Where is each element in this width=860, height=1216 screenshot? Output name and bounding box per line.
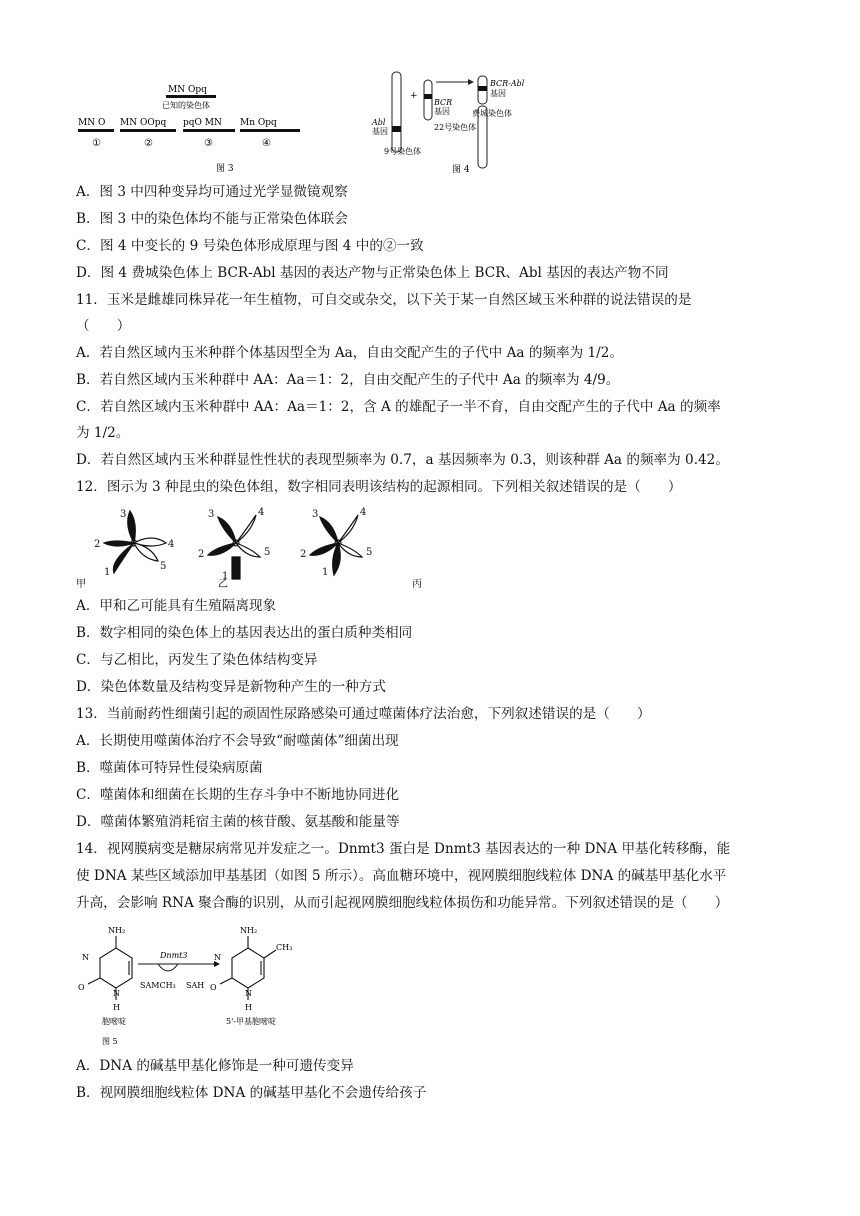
q14-stem-line2: 使 DNA 某些区域添加甲基基团（如图 5 所示）。高血糖环境中，视网膜细胞线粒体 DNA 的碱基甲基化水平 xyxy=(76,868,727,884)
yi-num-4: 4 xyxy=(258,507,265,518)
label-yi: 乙 xyxy=(218,579,228,588)
figure-3 xyxy=(76,70,306,178)
cytosine-name: 胞嘧啶 xyxy=(102,1017,126,1026)
karyotype-jia xyxy=(104,511,166,573)
q12-option-b: B．数字相同的染色体上的基因表达出的蛋白质种类相同 xyxy=(76,625,413,641)
fig3-known-chromosome xyxy=(166,95,216,98)
bcr-abl-label: BCR-Abl xyxy=(490,79,525,88)
n-left-3: N xyxy=(82,953,89,962)
q14-option-a: A．DNA 的碱基甲基化修饰是一种可遗传变异 xyxy=(76,1058,354,1074)
bcr-abl-sub: 基因 xyxy=(490,89,506,98)
q13-option-a: A．长期使用噬菌体治疗不会导致“耐噬菌体”细菌出现 xyxy=(76,733,399,749)
jia-num-4: 4 xyxy=(168,539,175,550)
h-right: H xyxy=(245,1003,252,1012)
q10-option-c: C．图 4 中变长的 9 号染色体形成原理与图 4 中的②一致 xyxy=(76,238,424,254)
karyotype-yi xyxy=(208,515,260,579)
bing-num-3: 3 xyxy=(312,509,319,520)
chr9-label: 9号染色体 xyxy=(384,147,422,156)
q11-option-b: B．若自然区域内玉米种群中 AA：Aa＝1：2，自由交配产生的子代中 Aa 的频率为 4/9。 xyxy=(76,372,620,388)
figure-4 xyxy=(368,68,544,180)
q10-option-d: D．图 4 费城染色体上 BCR-Abl 基因的表达产物与正常染色体上 BCR、Abl 基因的表达产物不同 xyxy=(76,265,669,281)
q11-stem: 11．玉米是雌雄同株异花一年生植物，可自交或杂交，以下关于某一自然区域玉米种群的说法错误的是 xyxy=(76,292,692,308)
fig3-num1: ① xyxy=(92,138,101,149)
chromosome-9 xyxy=(392,72,401,152)
bing-num-2: 2 xyxy=(300,549,307,560)
o-right: O xyxy=(210,983,217,992)
fig3-top-label: MN Opq xyxy=(168,85,207,95)
q13-option-c: C．噬菌体和细菌在长期的生存斗争中不断地协同进化 xyxy=(76,787,400,803)
ch3-right: CH₃ xyxy=(276,943,293,952)
abl-gene-band xyxy=(392,126,401,132)
bcr-label: BCR xyxy=(434,98,453,107)
fig3-seg2: MN OOpq xyxy=(120,118,167,128)
q11-option-c-line2: 为 1/2。 xyxy=(76,425,130,441)
jia-num-2: 2 xyxy=(94,539,101,550)
methylcytosine-name: 5'-甲基胞嘧啶 xyxy=(226,1017,276,1026)
q12-option-c: C．与乙相比，丙发生了染色体结构变异 xyxy=(76,652,318,668)
figure-5 xyxy=(76,920,296,1048)
nh2-right: NH₂ xyxy=(240,926,258,935)
q10-option-b: B．图 3 中的染色体均不能与正常染色体联会 xyxy=(76,211,348,227)
fig3-num3: ③ xyxy=(204,138,213,149)
bing-num-4: 4 xyxy=(360,507,367,518)
fig4-caption: 图 4 xyxy=(452,165,470,175)
q13-option-b: B．噬菌体可特异性侵染病原菌 xyxy=(76,760,263,776)
arrow-head xyxy=(468,79,474,85)
yi-num-5: 5 xyxy=(264,547,271,558)
label-bing: 丙 xyxy=(412,579,422,588)
q13-option-d: D．噬菌体繁殖消耗宿主菌的核苷酸、氨基酸和能量等 xyxy=(76,814,400,830)
q12-option-d: D．染色体数量及结构变异是新物种产生的一种方式 xyxy=(76,679,386,695)
enzyme-label: Dnmt3 xyxy=(160,951,188,960)
nh2-left: NH₂ xyxy=(108,926,126,935)
q13-stem: 13．当前耐药性细菌引起的顽固性尿路感染可通过噬菌体疗法治愈，下列叙述错误的是（ ） xyxy=(76,706,651,722)
q14-stem-line1: 14．视网膜病变是糖尿病常见并发症之一。Dnmt3 蛋白是 Dnmt3 基因表达的一种 DNA 甲基化转移酶，能 xyxy=(76,841,731,857)
fig3-variant-chromosomes xyxy=(78,129,300,132)
o-left: O xyxy=(78,983,85,992)
abl-label: Abl xyxy=(372,118,386,127)
fig3-top-sub: 已知的染色体 xyxy=(162,101,210,110)
bcr-gene-band xyxy=(424,94,432,99)
q11-option-a: A．若自然区域内玉米种群个体基因型全为 Aa，自由交配产生的子代中 Aa 的频率为 1/2。 xyxy=(76,345,624,361)
n-right-1: N xyxy=(245,989,252,998)
sah-label: SAH xyxy=(186,981,205,990)
philadelphia-label: 费城染色体 xyxy=(472,109,512,118)
jia-num-3: 3 xyxy=(120,509,127,520)
yi-num-1: 1 xyxy=(222,571,229,582)
chromosome-22 xyxy=(424,80,432,120)
fig3-seg3: pqO MN xyxy=(183,118,222,128)
q14-stem-line3: 升高，会影响 RNA 聚合酶的识别，从而引起视网膜细胞线粒体损伤和功能异常。下列叙述错误的是（ ） xyxy=(76,895,729,911)
chr22-label: 22号染色体 xyxy=(434,123,477,132)
jia-num-1: 1 xyxy=(104,567,111,578)
q10-option-a: A．图 3 中四种变异均可通过光学显微镜观察 xyxy=(76,184,348,200)
fig3-seg4: Mn Opq xyxy=(240,118,277,128)
jia-num-5: 5 xyxy=(160,561,167,572)
fig3-caption: 图 3 xyxy=(216,164,234,174)
fig5-caption: 图 5 xyxy=(102,1037,118,1046)
cytosine-structure xyxy=(88,936,132,1000)
n-left-1: N xyxy=(113,989,120,998)
bcr-sub: 基因 xyxy=(434,107,450,116)
n-right-3: N xyxy=(214,953,221,962)
q14-option-b: B．视网膜细胞线粒体 DNA 的碱基甲基化不会遗传给孩子 xyxy=(76,1085,427,1101)
q11-option-d: D．若自然区域内玉米种群显性性状的表现型频率为 0.7，a 基因频率为 0.3，则该种群 Aa 的频率为 0.42。 xyxy=(76,452,729,468)
fig3-num4: ④ xyxy=(262,138,271,149)
q12-stem: 12．图示为 3 种昆虫的染色体组，数字相同表明该结构的起源相同。下列相关叙述错误的是（ ） xyxy=(76,479,682,495)
q12-option-a: A．甲和乙可能具有生殖隔离现象 xyxy=(76,598,277,614)
karyotype-bing xyxy=(310,515,362,575)
yi-num-3: 3 xyxy=(208,509,215,520)
cofactor-curve xyxy=(158,964,178,971)
h-left: H xyxy=(113,1003,120,1012)
abl-sub: 基因 xyxy=(372,127,388,136)
q11-paren: （ ） xyxy=(76,318,131,334)
yi-num-2: 2 xyxy=(198,549,205,560)
bcr-abl-band xyxy=(478,86,487,91)
sam-label: SAMCH₃ xyxy=(140,981,176,990)
plus-sign: + xyxy=(410,91,418,101)
label-jia: 甲 xyxy=(76,579,86,588)
fig3-seg1: MN O xyxy=(78,118,106,128)
bing-num-5: 5 xyxy=(366,547,373,558)
q11-option-c-line1: C．若自然区域内玉米种群中 AA：Aa＝1：2，含 A 的雄配子一半不育，自由交配产生的子代中 Aa 的频率 xyxy=(76,399,721,415)
fig3-num2: ② xyxy=(144,138,153,149)
figure-chromosome-sets xyxy=(76,503,436,588)
bing-num-1: 1 xyxy=(322,567,329,578)
